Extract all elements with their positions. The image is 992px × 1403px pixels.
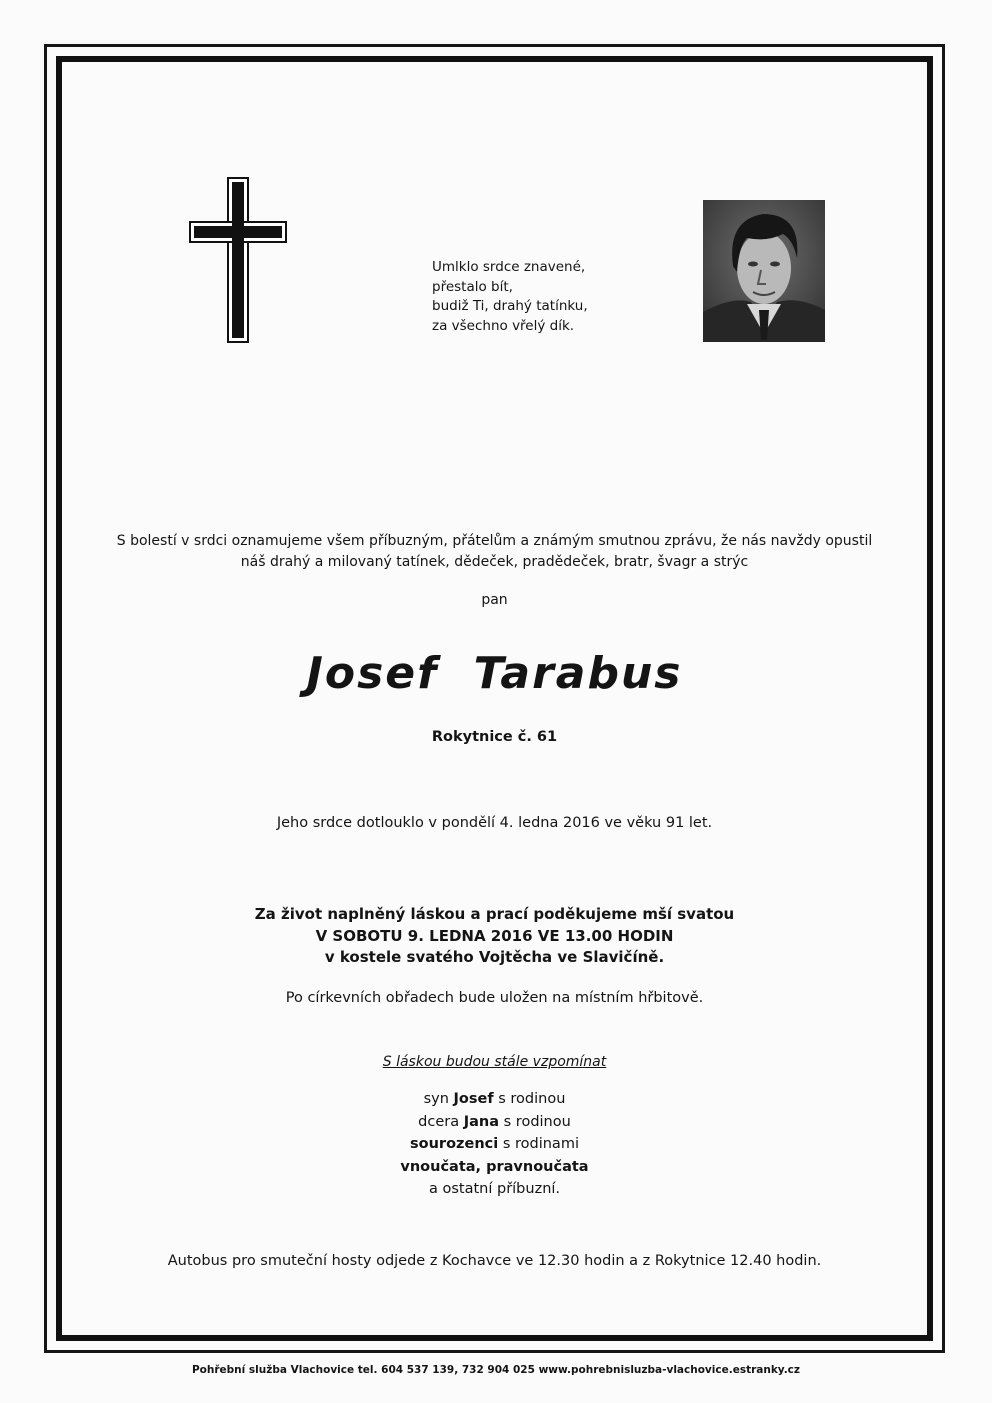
portrait-photo (703, 200, 825, 342)
family-line: syn Josef s rodinou (423, 1091, 566, 1107)
remembrance-heading: S láskou budou stále vzpomínat (382, 1054, 607, 1070)
bus-info: Autobus pro smuteční hosty odjede z Kochavce ve 12.30 hodin a z Rokytnice 12.40 hodin. (167, 1253, 822, 1269)
footer-contact: Pohřební služba Vlachovice tel. 604 537 139, 732 904 025 www.pohrebnisluzba-vlachovice.estranky.cz (191, 1364, 801, 1376)
deceased-name: Josef Tarabus (306, 648, 683, 699)
family-line: a ostatní příbuzní. (428, 1181, 561, 1197)
poem: Umlklo srdce znavené, přestalo bít, budiž Ti, drahý tatínku, za všechno vřelý dík. (432, 259, 588, 334)
address: Rokytnice č. 61 (431, 729, 558, 745)
death-info: Jeho srdce dotlouklo v pondělí 4. ledna 2016 ve věku 91 let. (276, 815, 713, 831)
family-line: dcera Jana s rodinou (418, 1113, 571, 1130)
ceremony-info: Za život naplněný láskou a prací poděkujeme mší svatou V SOBOTU 9. LEDNA 2016 VE 13.00 HODIN v kostele svatého Vojtěcha ve Slavičíně. (254, 905, 735, 966)
cross-icon (188, 176, 288, 344)
announcement-text: S bolestí v srdci oznamujeme všem příbuzným, přátelům a známým smutnou zprávu, že nás navždy opustil náš drahý a milovaný tatínek, dědeček, pradědeček, bratr, švagr a strýc (116, 533, 873, 570)
family-list (56, 1088, 933, 1201)
family-line: sourozenci s rodinami (410, 1136, 579, 1152)
honorific: pan (481, 592, 508, 608)
burial-info: Po církevních obřadech bude uložen na místním hřbitově. (285, 990, 704, 1006)
family-line: vnoučata, pravnoučata (400, 1158, 589, 1175)
